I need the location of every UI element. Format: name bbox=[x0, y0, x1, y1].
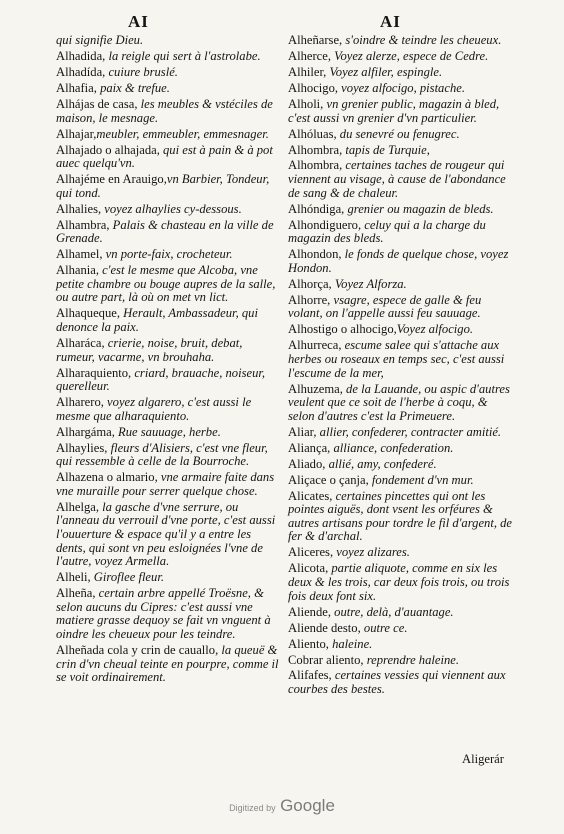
entry-definition: grenier ou magazin de bleds. bbox=[344, 201, 494, 216]
entry-headword: Alhelga, bbox=[56, 499, 100, 514]
entry-definition: Voyez alerze, espece de Cedre. bbox=[331, 48, 489, 63]
dictionary-entry bbox=[288, 426, 514, 440]
entry-definition: Giroflee fleur. bbox=[90, 570, 164, 585]
left-column bbox=[56, 34, 280, 687]
dictionary-entry bbox=[288, 339, 514, 380]
entry-headword: Alhambra, bbox=[56, 217, 110, 232]
dictionary-entry bbox=[288, 458, 514, 472]
dictionary-entry bbox=[288, 34, 514, 48]
dictionary-entry bbox=[288, 490, 514, 544]
dictionary-entry bbox=[288, 323, 514, 337]
google-logo-text: Google bbox=[280, 796, 335, 815]
dictionary-entry bbox=[56, 50, 280, 64]
entry-headword: Alhiler, bbox=[288, 64, 327, 79]
entry-definition: voyez algarero, c'est aussi le mesme que alharaquiento. bbox=[56, 395, 252, 423]
dictionary-entry bbox=[56, 396, 280, 423]
entry-definition: qui est à pain & à pot auec quelqu'vn. bbox=[56, 142, 273, 171]
entry-definition: haleine. bbox=[328, 636, 373, 651]
digitized-footer bbox=[0, 796, 564, 816]
entry-definition: allié, amy, confederé. bbox=[325, 456, 437, 471]
entry-definition: du senevré ou fenugrec. bbox=[336, 126, 460, 141]
dictionary-entry bbox=[56, 203, 280, 217]
dictionary-entry bbox=[288, 294, 514, 321]
entry-definition: vn Barbier, Tondeur, qui tond. bbox=[56, 172, 270, 200]
entry-headword: Alhorre, bbox=[288, 292, 331, 307]
entry-definition: les meubles & vstéciles de maison, le mesnage. bbox=[56, 96, 273, 125]
entry-headword: Alhondon, bbox=[288, 247, 342, 262]
dictionary-entry bbox=[56, 173, 280, 200]
entry-headword: Aliende desto, bbox=[288, 620, 361, 635]
entry-definition: la reigle qui sert à l'astrolabe. bbox=[105, 48, 261, 63]
entry-headword: Alhajéme en Arauigo, bbox=[56, 172, 167, 187]
dictionary-entry bbox=[288, 278, 514, 292]
dictionary-entry bbox=[288, 82, 514, 96]
entry-definition: tapis de Turquie, bbox=[342, 142, 430, 157]
header-left: AI bbox=[128, 12, 149, 31]
dictionary-entry bbox=[288, 383, 514, 424]
entry-definition: criard, brauache, noiseur, querelleur. bbox=[56, 365, 266, 394]
dictionary-entry bbox=[288, 562, 514, 603]
dictionary-entry bbox=[56, 337, 280, 364]
dictionary-entry bbox=[288, 66, 514, 80]
dictionary-entry bbox=[56, 264, 280, 305]
entry-headword: Alheñarse, bbox=[288, 33, 343, 47]
entry-definition: outre ce. bbox=[360, 620, 408, 635]
entry-definition: Voyez alfocigo. bbox=[396, 322, 474, 337]
entry-definition: certaines taches de rougeur qui viennent au visage, à cause de l'abondance de sang & de chaleur. bbox=[288, 158, 506, 200]
entry-headword: Aliar, bbox=[288, 424, 317, 439]
dictionary-entry bbox=[288, 442, 514, 456]
entry-headword: Alharaquiento, bbox=[56, 365, 132, 380]
dictionary-entry bbox=[288, 248, 514, 275]
dictionary-entry bbox=[56, 442, 280, 469]
dictionary-entry bbox=[56, 501, 280, 569]
entry-definition: la gasche d'vne serrure, ou l'anneau du verrouil d'vne porte, c'est aussi l'ouuerture & espace qu'il y a entre les dents, qui sont vn peu esloignées l'vne de l'autre, voyez Armella. bbox=[56, 499, 276, 569]
entry-headword: Alherce, bbox=[288, 48, 332, 63]
entry-headword: Alhájas de casa, bbox=[56, 96, 138, 111]
entry-definition: le fonds de quelque chose, voyez Hondon. bbox=[288, 247, 509, 275]
dictionary-entry bbox=[56, 144, 280, 171]
entry-definition: la queuë & crin d'vn cheual teinte en pourpre, comme il se voit ordinairement. bbox=[56, 642, 279, 685]
dictionary-entry bbox=[56, 644, 280, 685]
entry-headword: Alhalies, bbox=[56, 201, 105, 216]
entry-headword: Alheñada cola y crin de cauallo, bbox=[56, 642, 219, 657]
dictionary-entry bbox=[56, 587, 280, 641]
entry-definition: Herault, Ambassadeur, qui denonce la paix. bbox=[56, 306, 258, 334]
entry-definition: s'oindre & teindre les cheueux. bbox=[342, 33, 502, 47]
entry-headword: Alhajar, bbox=[56, 126, 97, 141]
entry-definition: meubler, emmeubler, emmesnager. bbox=[96, 126, 269, 141]
entry-headword: Aliçace o çanja, bbox=[288, 472, 369, 487]
dictionary-entry bbox=[56, 471, 280, 498]
catchword: Aligerár bbox=[462, 752, 504, 766]
dictionary-entry bbox=[288, 669, 514, 696]
dictionary-entry bbox=[56, 571, 280, 585]
dictionary-entry bbox=[288, 546, 514, 560]
entry-headword: Alhargáma, bbox=[56, 424, 115, 439]
entry-definition: partie aliquote, comme en six les deux & les trois, car deux fois trois, ou trois fois deux font six. bbox=[288, 561, 510, 603]
entry-headword: Alheli, bbox=[56, 570, 91, 585]
entry-headword: Alhostigo o alhocigo, bbox=[288, 322, 397, 337]
entry-definition: vn grenier public, magazin à bled, c'est aussi vn grenier d'vn particulier. bbox=[288, 96, 500, 125]
entry-headword: Alhuzema, bbox=[288, 381, 343, 396]
entry-definition: outre, delà, d'auantage. bbox=[331, 604, 454, 619]
header-right: AI bbox=[380, 12, 401, 31]
entry-definition: qui signifie Dieu. bbox=[56, 33, 144, 47]
entry-headword: Alharero, bbox=[56, 395, 104, 410]
entry-definition: c'est le mesme que Alcoba, vne petite chambre ou bouge aupres de la salle, ou autre part, là où on met vn lict. bbox=[56, 263, 276, 305]
entry-definition: fleurs d'Alisiers, c'est vne fleur, qui ressemble à celle de la Bourroche. bbox=[56, 440, 268, 469]
digitized-label: Digitized by bbox=[229, 803, 276, 813]
entry-definition: reprendre haleine. bbox=[363, 652, 460, 667]
entry-headword: Alhafia, bbox=[56, 80, 97, 95]
entry-definition: de la Lauande, ou aspic d'autres veulent que ce soit de l'herbe à coqu, & selon d'autres c'est la Primeuere. bbox=[288, 381, 510, 423]
entry-definition: vn porte-faix, crocheteur. bbox=[102, 247, 233, 262]
entry-definition: certain arbre appellé Troësne, & selon aucuns du Cipres: c'est aussi vne matiere grasse dequoy se fait vn vnguent à oindre les cheueux pour les teindre. bbox=[56, 586, 271, 641]
entry-definition: Voyez Alforza. bbox=[331, 276, 407, 291]
entry-headword: Alhazena o almario, bbox=[56, 470, 158, 485]
dictionary-entry bbox=[56, 426, 280, 440]
entry-definition: Palais & chasteau en la ville de Grenade. bbox=[56, 217, 274, 246]
dictionary-entry bbox=[288, 474, 514, 488]
dictionary-entry bbox=[288, 622, 514, 636]
entry-definition: allier, confederer, contracter amitié. bbox=[316, 424, 502, 439]
dictionary-entry bbox=[288, 606, 514, 620]
entry-definition: voyez alhaylies cy-dessous. bbox=[104, 201, 242, 216]
entry-headword: Alifafes, bbox=[288, 668, 332, 683]
entry-headword: Alhajado o alhajada, bbox=[56, 142, 160, 157]
entry-headword: Alhamel, bbox=[56, 247, 103, 262]
running-header bbox=[0, 12, 564, 34]
dictionary-entry bbox=[56, 128, 280, 142]
entry-headword: Alicota, bbox=[288, 561, 329, 576]
entry-definition: vsagre, espece de galle & feu volant, on l'appelle aussi feu sauuage. bbox=[288, 292, 482, 321]
dictionary-entry bbox=[56, 34, 280, 48]
dictionary-entry bbox=[56, 66, 280, 80]
entry-definition: cuiure bruslé. bbox=[105, 64, 178, 79]
dictionary-entry bbox=[288, 219, 514, 246]
entry-definition: crierie, noise, bruit, debat, rumeur, vacarme, vn brouhaha. bbox=[56, 335, 243, 364]
entry-definition: Rue sauuage, herbe. bbox=[114, 424, 221, 439]
entry-definition: celuy qui a la charge du magazin des bleds. bbox=[288, 217, 486, 246]
entry-headword: Alhóndiga, bbox=[288, 201, 345, 216]
entry-definition: voyez alizares. bbox=[333, 545, 410, 560]
entry-headword: Alhadida, bbox=[56, 48, 106, 63]
entry-headword: Alhóluas, bbox=[288, 126, 337, 141]
entry-headword: Alhaylies, bbox=[56, 440, 108, 455]
dictionary-entry bbox=[56, 219, 280, 246]
right-column bbox=[288, 34, 514, 699]
entry-headword: Alhaqueque, bbox=[56, 306, 120, 321]
entry-headword: Alicates, bbox=[288, 488, 333, 503]
dictionary-entry bbox=[288, 203, 514, 217]
entry-headword: Alhadída, bbox=[56, 64, 106, 79]
entry-definition: voyez alfocigo, pistache. bbox=[338, 80, 465, 95]
entry-definition: paix & trefue. bbox=[96, 80, 170, 95]
entry-definition: fondement d'vn mur. bbox=[368, 472, 474, 487]
entry-headword: Alhombra, bbox=[288, 142, 343, 157]
entry-definition: vne armaire faite dans vne muraille pour serrer quelque chose. bbox=[56, 470, 275, 498]
entry-headword: Aliado, bbox=[288, 456, 326, 471]
entry-definition: certaines vessies qui viennent aux courbes des bestes. bbox=[288, 668, 506, 697]
entry-definition: escume salee qui s'attache aux herbes ou roseaux en temps sec, c'est aussi l'escume de la mer, bbox=[288, 338, 505, 380]
entry-definition: Voyez alfiler, espingle. bbox=[326, 64, 443, 79]
entry-headword: Alhocigo, bbox=[288, 80, 339, 95]
dictionary-entry bbox=[56, 248, 280, 262]
entry-headword: Cobrar aliento, bbox=[288, 652, 364, 667]
dictionary-entry bbox=[288, 50, 514, 64]
dictionary-entry bbox=[288, 98, 514, 125]
entry-headword: Alhorça, bbox=[288, 276, 332, 291]
entry-headword: Aliende, bbox=[288, 604, 332, 619]
entry-headword: Alholi, bbox=[288, 96, 324, 111]
entry-headword: Alheña, bbox=[56, 586, 96, 601]
entry-headword: Alharáca, bbox=[56, 335, 105, 350]
dictionary-entry bbox=[288, 638, 514, 652]
entry-definition: certaines pincettes qui ont les pointes aiguës, dont vsent les orféures & autres artisans pour tordre le fil d'argent, de fer & d'archal. bbox=[288, 488, 513, 544]
entry-headword: Aliceres, bbox=[288, 545, 334, 560]
entry-headword: Aliança, bbox=[288, 440, 331, 455]
dictionary-entry bbox=[56, 98, 280, 125]
dictionary-entry bbox=[56, 367, 280, 394]
entry-headword: Aliento, bbox=[288, 636, 329, 651]
entry-headword: Alhombra, bbox=[288, 158, 343, 173]
dictionary-entry bbox=[56, 307, 280, 334]
entry-headword: Alhania, bbox=[56, 263, 100, 278]
entry-headword: Alhondiguero, bbox=[288, 217, 362, 232]
dictionary-entry bbox=[288, 128, 514, 142]
dictionary-entry bbox=[288, 654, 514, 668]
dictionary-entry bbox=[56, 82, 280, 96]
dictionary-entry bbox=[288, 144, 514, 158]
entry-definition: alliance, confederation. bbox=[330, 440, 454, 455]
dictionary-entry bbox=[288, 159, 514, 200]
entry-headword: Alhurreca, bbox=[288, 338, 342, 353]
